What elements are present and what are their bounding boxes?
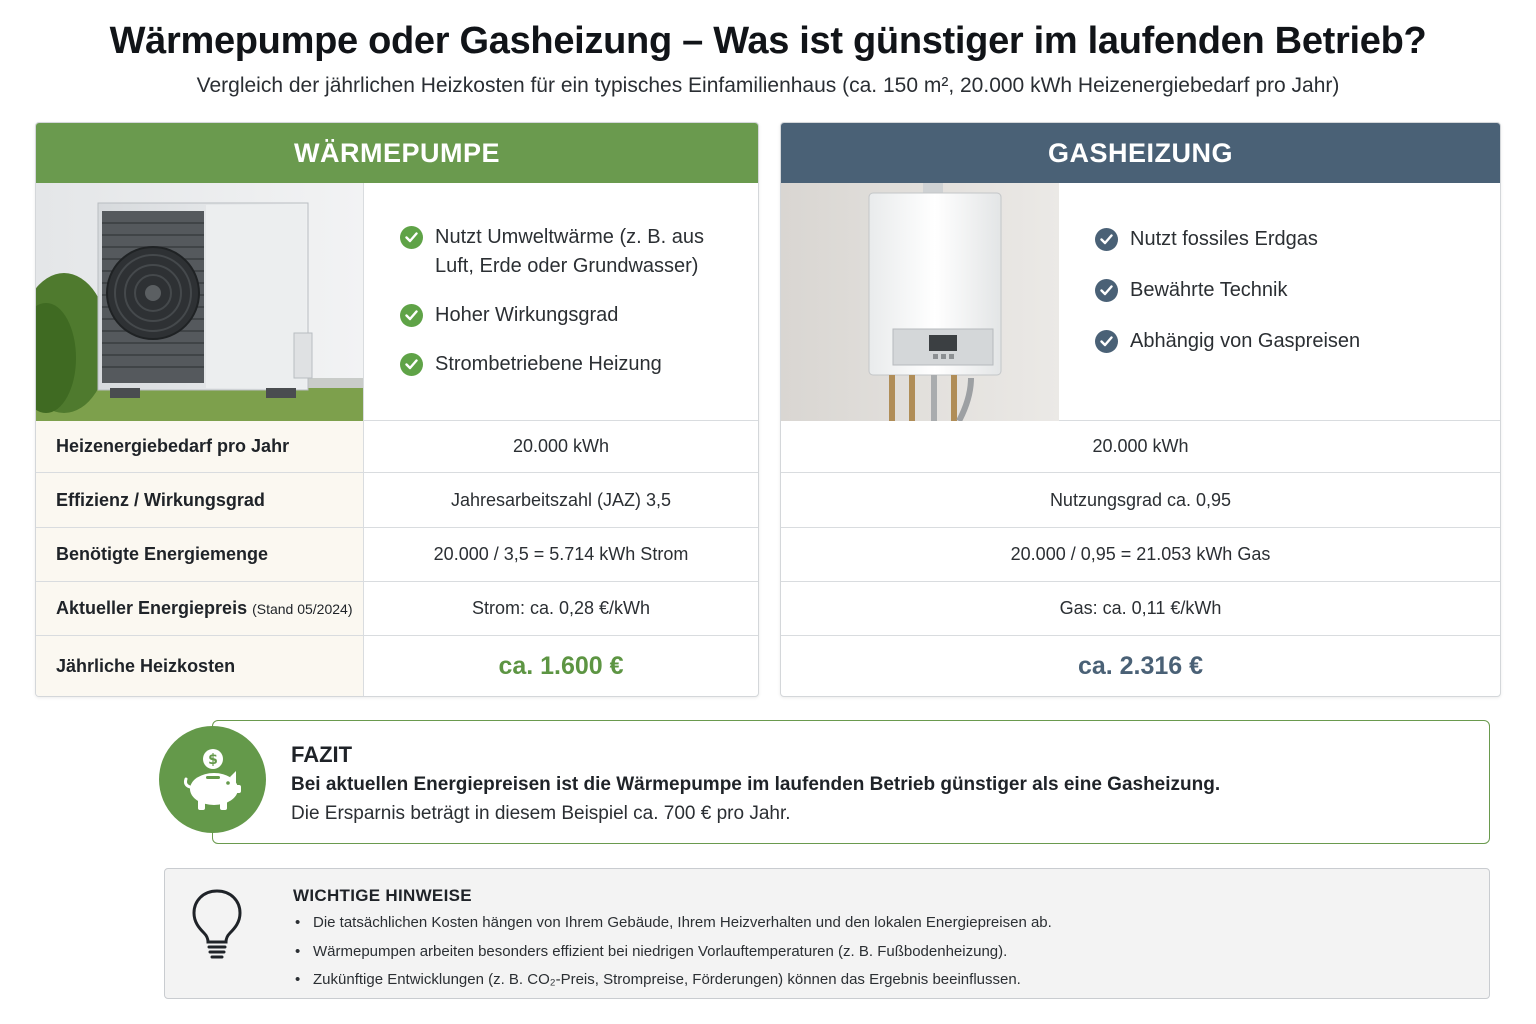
table-row bbox=[781, 582, 1500, 636]
list-item: • Zukünftige Entwicklungen (z. B. CO₂-Preis, Strompreise, Förderungen) können das Ergebnis beeinflussen. bbox=[293, 969, 1052, 998]
waermepumpe-feature bbox=[400, 350, 730, 379]
gasheizung-heading: GASHEIZUNG bbox=[781, 123, 1500, 183]
gasheizung-feature bbox=[1095, 225, 1475, 254]
feature-text: Nutzt Umweltwärme (z. B. aus Luft, Erde oder Grundwasser) bbox=[435, 226, 704, 277]
waermepumpe-heading: WÄRMEPUMPE bbox=[36, 123, 758, 183]
row-label: Heizenergiebedarf pro Jahr bbox=[36, 421, 364, 472]
check-icon bbox=[400, 353, 423, 376]
annual-cost-value: ca. 1.600 € bbox=[498, 651, 624, 680]
check-icon bbox=[400, 226, 423, 249]
table-row bbox=[36, 528, 758, 582]
gasheizung-feature bbox=[1095, 327, 1475, 356]
table-row bbox=[781, 528, 1500, 582]
row-value: 20.000 / 3,5 = 5.714 kWh Strom bbox=[433, 544, 689, 564]
fazit-title: FAZIT bbox=[291, 742, 353, 767]
row-label: Benötigte Energiemenge bbox=[36, 528, 364, 581]
list-item: • Wärmepumpen arbeiten besonders effizient bei niedrigen Vorlauftemperaturen (z. B. Fußbodenheizung). bbox=[293, 941, 1052, 970]
row-value: 20.000 / 0,95 = 21.053 kWh Gas bbox=[1010, 544, 1271, 564]
table-row bbox=[781, 636, 1500, 696]
table-row bbox=[781, 473, 1500, 528]
page-subtitle: Vergleich der jährlichen Heizkosten für ein typisches Einfamilienhaus (ca. 150 m², 20.000 kWh Heizenergiebedarf pro Jahr) bbox=[196, 74, 1340, 97]
check-icon bbox=[1095, 279, 1118, 302]
row-label-energy-price bbox=[36, 582, 364, 635]
feature-text: Abhängig von Gaspreisen bbox=[1130, 330, 1361, 352]
waermepumpe-feature bbox=[400, 301, 730, 330]
row-label: Effizienz / Wirkungsgrad bbox=[36, 473, 364, 527]
feature-text: Hoher Wirkungsgrad bbox=[435, 304, 619, 326]
fazit-conclusion: Bei aktuellen Energiepreisen ist die Wärmepumpe im laufenden Betrieb günstiger als eine Gasheizung. bbox=[291, 774, 1221, 795]
waermepumpe-card bbox=[35, 122, 759, 697]
notes-list bbox=[293, 912, 1052, 998]
table-row bbox=[36, 473, 758, 528]
feature-text: Strombetriebene Heizung bbox=[435, 353, 662, 375]
fazit-savings: Die Ersparnis beträgt in diesem Beispiel ca. 700 € pro Jahr. bbox=[291, 803, 791, 824]
table-row bbox=[36, 582, 758, 636]
row-value: Gas: ca. 0,11 €/kWh bbox=[1059, 598, 1222, 618]
piggy-bank-icon bbox=[159, 726, 266, 833]
row-label-text: Aktueller Energiepreis bbox=[56, 598, 248, 618]
table-row bbox=[781, 421, 1500, 473]
page-title: Wärmepumpe oder Gasheizung – Was ist günstiger im laufenden Betrieb? bbox=[109, 20, 1427, 62]
check-icon bbox=[1095, 228, 1118, 251]
row-value: Strom: ca. 0,28 €/kWh bbox=[471, 598, 651, 618]
annual-cost-value: ca. 2.316 € bbox=[1077, 651, 1204, 680]
feature-text: Nutzt fossiles Erdgas bbox=[1130, 228, 1318, 250]
gas-boiler-image bbox=[781, 183, 1059, 421]
waermepumpe-feature bbox=[400, 223, 730, 281]
row-value: 20.000 kWh bbox=[512, 436, 610, 456]
check-icon bbox=[1095, 330, 1118, 353]
heat-pump-image bbox=[36, 183, 364, 421]
feature-text: Bewährte Technik bbox=[1130, 279, 1288, 301]
check-icon bbox=[400, 304, 423, 327]
row-label: Jährliche Heizkosten bbox=[36, 636, 364, 696]
row-value: Nutzungsgrad ca. 0,95 bbox=[1049, 489, 1232, 510]
row-value: Jahresarbeitszahl (JAZ) 3,5 bbox=[450, 489, 672, 510]
list-item: • Die tatsächlichen Kosten hängen von Ihrem Gebäude, Ihrem Heizverhalten und den lokalen Energiepreisen ab. bbox=[293, 912, 1052, 941]
notes-title: WICHTIGE HINWEISE bbox=[293, 886, 472, 905]
table-row bbox=[36, 421, 758, 473]
gasheizung-card bbox=[780, 122, 1501, 697]
row-value: 20.000 kWh bbox=[1092, 436, 1189, 456]
row-label-note: (Stand 05/2024) bbox=[252, 600, 353, 617]
gasheizung-feature bbox=[1095, 276, 1475, 305]
table-row bbox=[36, 636, 758, 696]
lightbulb-icon bbox=[190, 888, 244, 965]
svg-text:$: $ bbox=[207, 751, 218, 768]
